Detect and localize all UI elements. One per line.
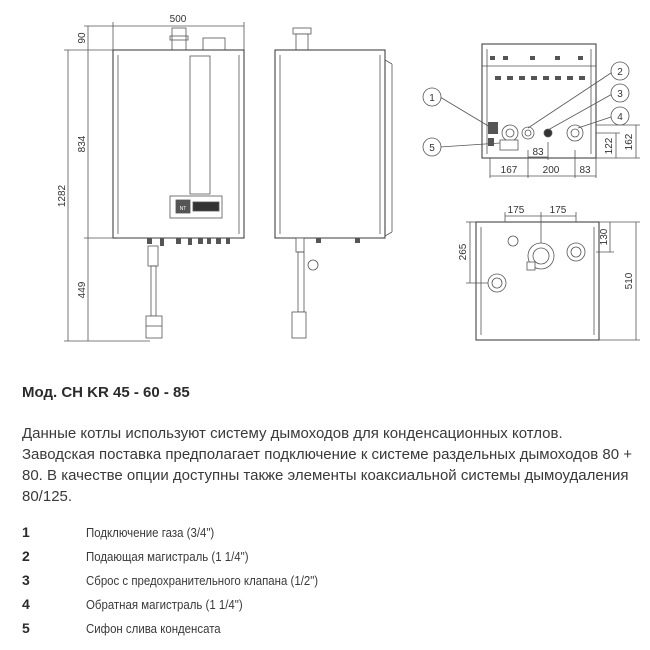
callout-1: 1 xyxy=(429,93,435,104)
legend-text: Подающая магистраль (1 1/4") xyxy=(86,549,249,564)
legend-number: 4 xyxy=(22,596,30,612)
description-paragraph: Данные котлы используют систему дымоходов для конденсационных котлов. Заводская поставка предполагает подключение к системе раздельных дымоходов 80 + 80. В качестве опции доступны также элементы коаксиальной системы дымоудаления 80/125. xyxy=(22,425,632,505)
dim-130: 130 xyxy=(599,228,610,246)
dim-167: 167 xyxy=(500,165,518,176)
dim-83-mid: 83 xyxy=(532,147,544,158)
legend-text: Сброс с предохранительного клапана (1/2") xyxy=(86,573,319,588)
legend-list xyxy=(22,522,622,642)
dim-175-right: 175 xyxy=(549,205,567,216)
legend-item xyxy=(22,594,622,618)
legend-text: Подключение газа (3/4") xyxy=(86,525,215,540)
dim-175-left: 175 xyxy=(507,205,525,216)
panel-label: NT xyxy=(179,206,187,212)
legend-number: 1 xyxy=(22,524,30,540)
legend-item xyxy=(22,618,622,642)
dim-449: 449 xyxy=(77,281,88,299)
dim-834: 834 xyxy=(77,135,88,153)
model-title: Мод. CH KR 45 - 60 - 85 xyxy=(22,384,190,401)
dim-510: 510 xyxy=(624,272,635,290)
callout-2: 2 xyxy=(617,67,623,78)
dim-1282: 1282 xyxy=(57,184,68,208)
dim-width: 500 xyxy=(169,14,187,25)
callout-3: 3 xyxy=(617,89,623,100)
legend-number: 2 xyxy=(22,548,30,564)
dim-265: 265 xyxy=(458,243,469,261)
legend-number: 5 xyxy=(22,620,30,636)
callout-5: 5 xyxy=(429,143,435,154)
legend-text: Сифон слива конденсата xyxy=(86,621,221,636)
dim-162: 162 xyxy=(624,133,635,151)
dim-122: 122 xyxy=(604,137,615,155)
top-view xyxy=(466,212,640,340)
callout-4: 4 xyxy=(617,112,623,123)
dim-200: 200 xyxy=(542,165,560,176)
side-view xyxy=(275,28,392,338)
legend-item xyxy=(22,546,622,570)
front-view xyxy=(64,22,244,341)
legend-number: 3 xyxy=(22,572,30,588)
legend-text: Обратная магистраль (1 1/4") xyxy=(86,597,243,612)
dim-90: 90 xyxy=(77,32,88,44)
dim-83-bottom: 83 xyxy=(579,165,591,176)
legend-item xyxy=(22,522,622,546)
legend-item xyxy=(22,570,622,594)
